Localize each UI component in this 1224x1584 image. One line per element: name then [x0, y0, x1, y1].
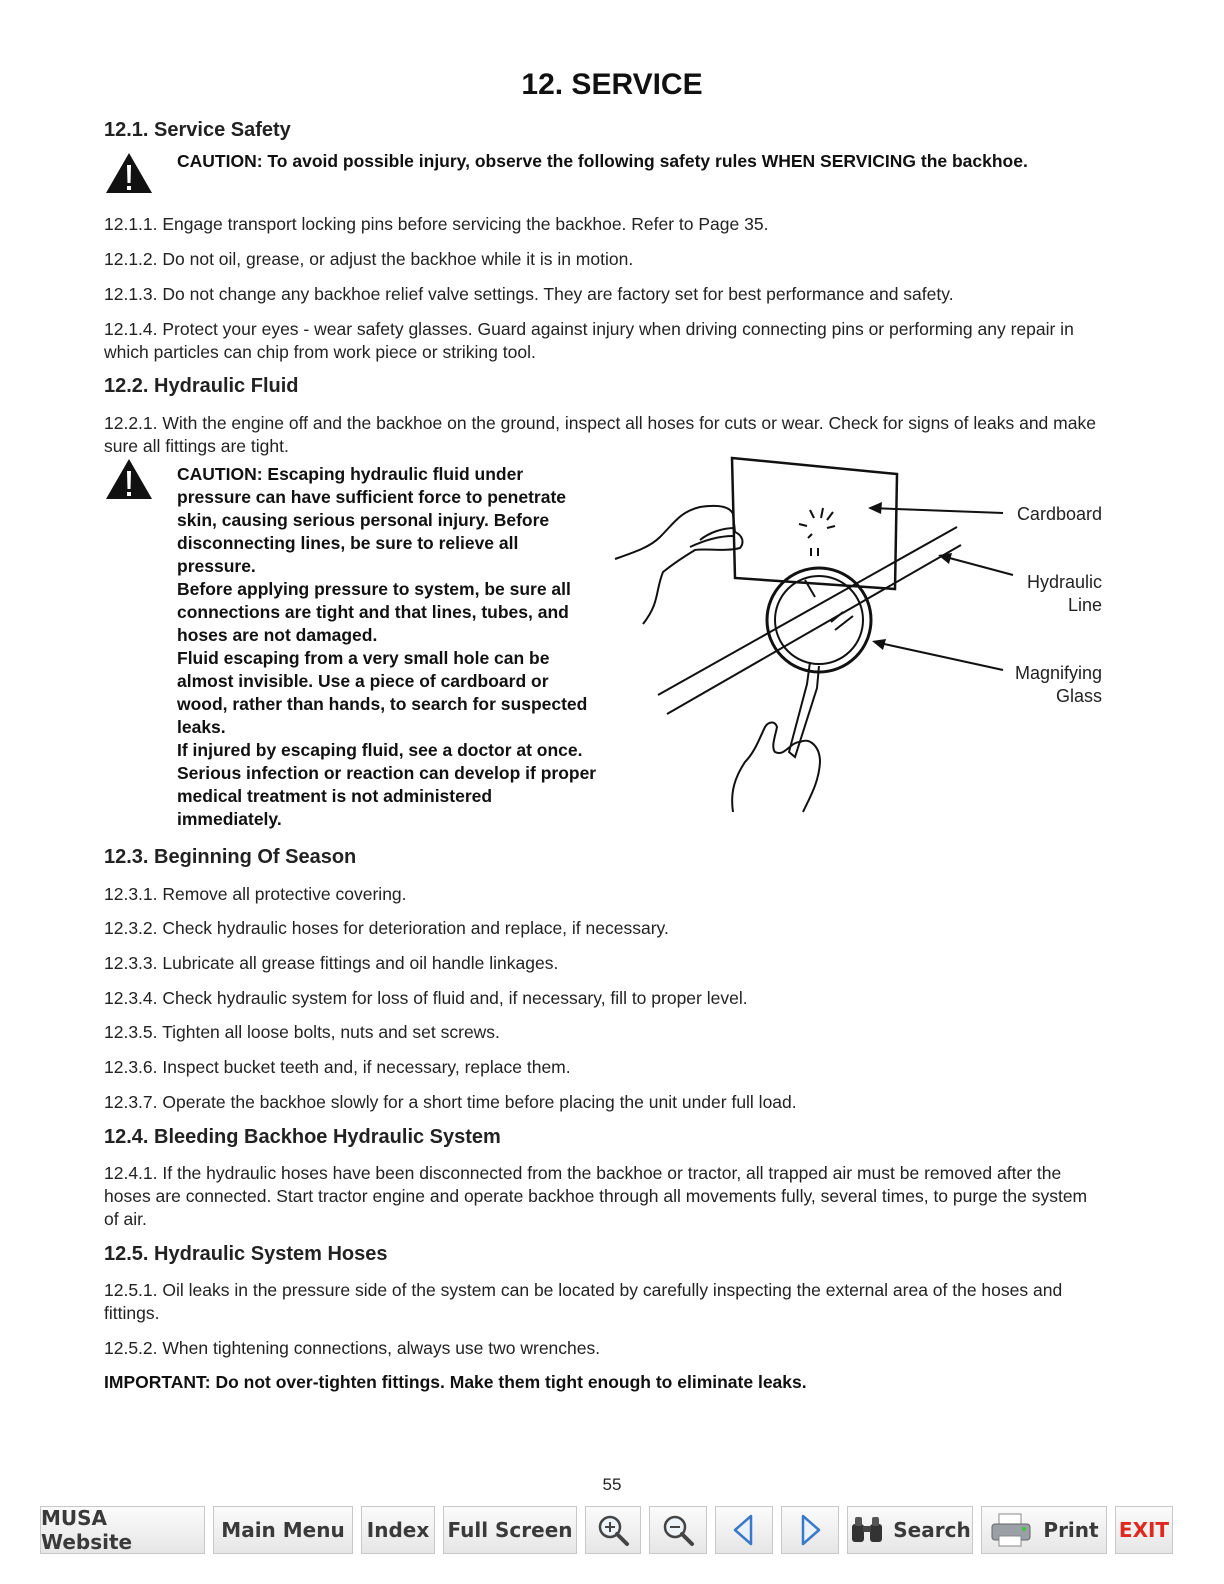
leak-detection-illustration	[605, 452, 1115, 822]
caution-servicing	[177, 150, 1077, 173]
exit-label: EXIT	[1118, 1518, 1170, 1542]
index-button[interactable]	[361, 1506, 435, 1554]
arrow-right-icon	[795, 1513, 825, 1547]
main-menu-label: Main Menu	[221, 1518, 345, 1542]
search-label: Search	[893, 1518, 971, 1542]
section-heading-bleeding-system: 12.4. Bleeding Backhoe Hydraulic System	[104, 1126, 501, 1148]
figure-label-glass: Glass	[1055, 686, 1102, 706]
print-button[interactable]	[981, 1506, 1107, 1554]
paragraph-12-1-3: 12.1.3. Do not change any backhoe relief valve settings. They are factory set for best performance and safety.	[104, 284, 954, 304]
caution-text: CAUTION: To avoid possible injury, observe the following safety rules WHEN SERVICING the backhoe.	[177, 151, 1028, 171]
paragraph-12-5-1: 12.5.1. Oil leaks in the pressure side of the system can be located by carefully inspecting the external area of the hoses and fittings.	[104, 1280, 1063, 1323]
navigation-toolbar	[40, 1506, 1180, 1554]
paragraph-12-3-4: 12.3.4. Check hydraulic system for loss of fluid and, if necessary, fill to proper level.	[104, 988, 748, 1008]
zoom-out-icon	[661, 1513, 695, 1547]
paragraph-12-3-6: 12.3.6. Inspect bucket teeth and, if necessary, replace them.	[104, 1057, 571, 1077]
index-label: Index	[366, 1518, 430, 1542]
binoculars-icon	[849, 1514, 885, 1546]
main-menu-button[interactable]	[213, 1506, 353, 1554]
caution-paragraph: Fluid escaping from a very small hole can be almost invisible. Use a piece of cardboard or wood, rather than hands, to search for suspected leaks.	[177, 648, 588, 737]
section-heading-beginning-of-season: 12.3. Beginning Of Season	[104, 846, 357, 868]
next-page-button[interactable]	[781, 1506, 839, 1554]
zoom-out-button[interactable]	[649, 1506, 707, 1554]
caution-paragraph: If injured by escaping fluid, see a doctor at once. Serious infection or reaction can develop if proper medical treatment is not administered immediately.	[177, 740, 597, 829]
figure-label-line: Line	[1067, 595, 1102, 615]
paragraph-12-1-4: 12.1.4. Protect your eyes - wear safety glasses. Guard against injury when driving connecting pins or performing any repair in which particles can chip from work piece or striking tool.	[104, 319, 1074, 362]
section-heading-service-safety: 12.1. Service Safety	[104, 119, 291, 141]
search-button[interactable]	[847, 1506, 973, 1554]
zoom-in-button[interactable]	[585, 1506, 641, 1554]
paragraph-12-3-2: 12.3.2. Check hydraulic hoses for deterioration and replace, if necessary.	[104, 918, 669, 938]
important-note: IMPORTANT: Do not over-tighten fittings. Make them tight enough to eliminate leaks.	[104, 1372, 807, 1392]
warning-icon	[104, 151, 154, 195]
printer-icon	[989, 1512, 1035, 1548]
figure-label-hydraulic: Hydraulic	[1026, 572, 1102, 592]
paragraph-12-5-2: 12.5.2. When tightening connections, always use two wrenches.	[104, 1338, 601, 1358]
paragraph-12-4-1: 12.4.1. If the hydraulic hoses have been disconnected from the backhoe or tractor, all trapped air must be removed after the hoses are connected. Start tractor engine and operate backhoe through all movements fully, several times, to purge the system of air.	[104, 1163, 1088, 1229]
paragraph-12-3-1: 12.3.1. Remove all protective covering.	[104, 884, 407, 904]
paragraph-12-3-3: 12.3.3. Lubricate all grease fittings and oil handle linkages.	[104, 953, 559, 973]
paragraph-12-1-1: 12.1.1. Engage transport locking pins before servicing the backhoe. Refer to Page 35.	[104, 214, 769, 234]
arrow-left-icon	[729, 1513, 759, 1547]
page-title: 12. SERVICE	[521, 68, 703, 101]
previous-page-button[interactable]	[715, 1506, 773, 1554]
full-screen-label: Full Screen	[447, 1518, 573, 1542]
caution-paragraph: CAUTION: Escaping hydraulic fluid under pressure can have sufficient force to penetrate skin, causing serious personal injury. Before disconnecting lines, be sure to relieve all pressure.	[177, 464, 567, 576]
section-heading-hydraulic-fluid: 12.2. Hydraulic Fluid	[104, 375, 299, 397]
figure-label-cardboard: Cardboard	[1016, 504, 1102, 524]
full-screen-button[interactable]	[443, 1506, 577, 1554]
figure-label-magnifying: Magnifying	[1014, 663, 1102, 683]
warning-icon	[104, 457, 154, 501]
paragraph-12-3-7: 12.3.7. Operate the backhoe slowly for a short time before placing the unit under full load.	[104, 1092, 797, 1112]
caution-hydraulic-fluid	[177, 463, 597, 831]
musa-website-button[interactable]	[40, 1506, 205, 1554]
paragraph-12-1-2: 12.1.2. Do not oil, grease, or adjust the backhoe while it is in motion.	[104, 249, 634, 269]
print-label: Print	[1043, 1518, 1099, 1542]
section-heading-hydraulic-hoses: 12.5. Hydraulic System Hoses	[104, 1243, 388, 1265]
page-number: 55	[602, 1475, 622, 1494]
musa-website-label: MUSA Website	[41, 1506, 133, 1554]
exit-button[interactable]	[1115, 1506, 1173, 1554]
zoom-in-icon	[596, 1513, 630, 1547]
paragraph-12-2-1: 12.2.1. With the engine off and the backhoe on the ground, inspect all hoses for cuts or wear. Check for signs of leaks and make sure all fittings are tight.	[104, 413, 1096, 456]
caution-paragraph: Before applying pressure to system, be sure all connections are tight and that lines, tubes, and hoses are not damaged.	[177, 579, 571, 645]
paragraph-12-3-5: 12.3.5. Tighten all loose bolts, nuts and set screws.	[104, 1022, 500, 1042]
